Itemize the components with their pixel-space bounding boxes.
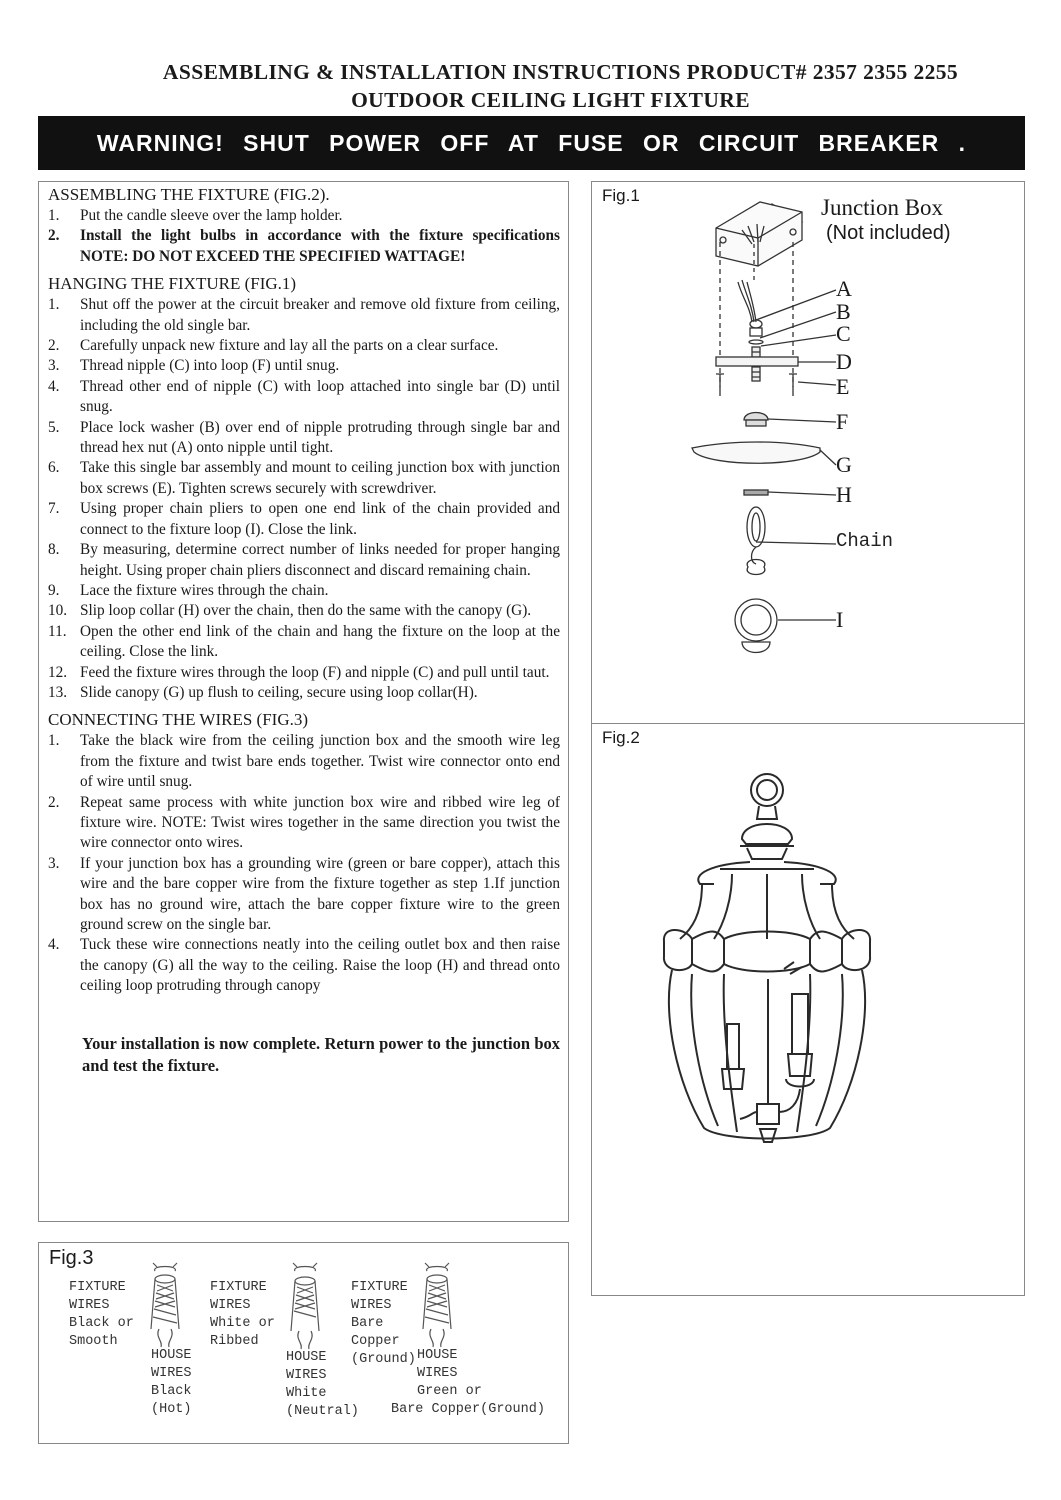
fig2-panel — [591, 723, 1025, 1296]
text-line: WIRES — [210, 1298, 251, 1313]
step-number: 1. — [48, 207, 60, 224]
fig2-lantern-drawing — [592, 724, 1026, 1297]
hanging-steps — [48, 295, 560, 703]
step-text: By measuring, determine correct number of links needed for proper hanging height. Using proper chain pliers disconnect and discard remaining chain. — [80, 541, 560, 579]
wire-connector-icon — [151, 1263, 179, 1347]
list-item — [48, 336, 560, 356]
step-text: Install the light bulbs in accordance with the fixture specifications NOTE: DO NOT EXCEED THE SPECIFIED WATTAGE! — [80, 227, 560, 265]
wire-connector-icon — [291, 1263, 319, 1349]
step-number: 2. — [48, 227, 60, 245]
text-line: Copper — [351, 1334, 400, 1349]
step-number: 3. — [48, 854, 60, 872]
step-text: Carefully unpack new fixture and lay all the parts on a clear surface. — [80, 337, 499, 355]
part-label-i: I — [836, 607, 844, 632]
text-line: (Neutral) — [286, 1404, 359, 1419]
warning-banner: WARNING! SHUT POWER OFF AT FUSE OR CIRCUIT BREAKER . — [38, 116, 1025, 170]
list-item — [48, 622, 560, 663]
step-number: 11. — [48, 622, 67, 640]
text-line: HOUSE — [417, 1348, 458, 1363]
document-subtitle: OUTDOOR CEILING LIGHT FIXTURE — [351, 88, 750, 112]
text-line: Black or — [69, 1316, 134, 1331]
step-text: Thread nipple (C) into loop (F) until snug. — [80, 357, 340, 375]
part-label-g: G — [836, 452, 852, 477]
list-item — [48, 793, 560, 854]
step-text: Take the black wire from the ceiling junction box and the smooth wire leg from the fixture and twist bare ends together. Twist wire connector onto end of wire until snug. — [80, 732, 560, 791]
text-line: Black — [151, 1384, 192, 1399]
step-text: Put the candle sleeve over the lamp holder. — [80, 207, 343, 224]
step-text: Slip loop collar (H) over the chain, then do the same with the canopy (G). — [80, 602, 532, 620]
fig1-label: Fig.1 — [602, 186, 640, 205]
text-line: FIXTURE — [69, 1280, 126, 1295]
part-label-e: E — [836, 374, 850, 399]
text-line: FIXTURE — [351, 1280, 408, 1295]
fig2-label: Fig.2 — [602, 728, 640, 747]
text-line: (Ground) — [351, 1352, 416, 1367]
text-line: White or — [210, 1316, 275, 1331]
list-item — [48, 226, 560, 267]
not-included-label: (Not included) — [826, 222, 951, 244]
text-line: HOUSE — [286, 1350, 327, 1365]
step-text: Lace the fixture wires through the chain. — [80, 581, 329, 599]
list-item — [48, 854, 560, 936]
step-text: Open the other end link of the chain and hang the fixture on the loop at the ceiling. Close the link. — [80, 622, 560, 661]
part-label-d: D — [836, 349, 852, 374]
assembling-steps — [48, 206, 560, 267]
list-item — [48, 499, 560, 540]
fig1-exploded-diagram — [592, 182, 1026, 725]
step-text: Place lock washer (B) over end of nipple protruding through single bar and thread hex nut (A) onto nipple until tight. — [80, 418, 560, 457]
step-text: Slide canopy (G) up flush to ceiling, secure using loop collar(H). — [80, 683, 478, 701]
step-text: Shut off the power at the circuit breaker and remove old fixture from ceiling, including the old single bar. — [80, 296, 560, 334]
text-line: (Hot) — [151, 1402, 192, 1417]
step-text: Tuck these wire connections neatly into the ceiling outlet box and then raise the canopy (G) all the way to the ceiling. Raise the loop (H) and thread onto ceiling loop protruding through canopy — [80, 936, 560, 995]
step-number: 12. — [48, 663, 68, 681]
list-item — [48, 458, 560, 499]
list-item — [48, 683, 560, 703]
step-number: 6. — [48, 459, 60, 477]
list-item — [48, 377, 560, 418]
text-line: Green or — [417, 1384, 482, 1399]
part-label-a: A — [836, 276, 852, 301]
list-item — [48, 206, 560, 226]
part-label-c: C — [836, 321, 851, 346]
part-label-f: F — [836, 409, 849, 434]
text-line: WIRES — [69, 1298, 110, 1313]
list-item — [48, 601, 560, 621]
text-line: FIXTURE — [210, 1280, 267, 1295]
text-line: WIRES — [417, 1366, 458, 1381]
text-line: Bare Copper(Ground) — [391, 1402, 545, 1417]
list-item — [48, 540, 560, 581]
list-item — [48, 663, 560, 683]
hanging-heading: HANGING THE FIXTURE (FIG.1) — [48, 274, 297, 294]
text-line: Smooth — [69, 1334, 118, 1349]
list-item — [48, 935, 560, 996]
part-label-b: B — [836, 299, 851, 324]
step-number: 9. — [48, 581, 60, 599]
instructions-content — [48, 184, 560, 1077]
document-title: ASSEMBLING & INSTALLATION INSTRUCTIONS PRODUCT# 2357 2355 2255 — [162, 60, 959, 84]
step-text: Using proper chain pliers to open one end link of the chain provided and connect to the fixture loop (I). Close the link. — [80, 500, 560, 538]
text-line: White — [286, 1386, 327, 1401]
step-number: 10. — [48, 602, 68, 620]
list-item — [48, 581, 560, 601]
assembling-heading: ASSEMBLING THE FIXTURE (FIG.2). — [48, 185, 330, 204]
list-item — [48, 731, 560, 792]
step-number: 5. — [48, 418, 60, 436]
step-text: Thread other end of nipple (C) with loop attached into single bar (D) until snug. — [80, 377, 560, 416]
step-number: 4. — [48, 936, 60, 954]
fig3-label: Fig.3 — [49, 1247, 94, 1269]
step-number: 1. — [48, 732, 60, 750]
fig3-panel — [38, 1242, 569, 1444]
part-label-h: H — [836, 482, 852, 507]
text-line: Bare — [351, 1316, 384, 1331]
text-line: Ribbed — [210, 1334, 259, 1349]
wire-connector-diagrams — [39, 1243, 570, 1445]
connecting-steps — [48, 731, 560, 996]
text-line: WIRES — [151, 1366, 192, 1381]
step-number: 1. — [48, 296, 60, 314]
wire-connector-icon — [423, 1263, 451, 1347]
step-text: Take this single bar assembly and mount to ceiling junction box with junction box screws (E). Tighten screws securely with screwdriver. — [80, 459, 560, 497]
list-item — [48, 295, 560, 336]
text-line: WIRES — [351, 1298, 392, 1313]
text-line: HOUSE — [151, 1348, 192, 1363]
step-number: 2. — [48, 793, 60, 811]
step-text: If your junction box has a grounding wire (green or bare copper), attach this wire and the bare copper wire from the fixture together as step 1.If junction box has no ground wire, attach the bare copper fixture wire to the green ground screw on the single bar. — [80, 854, 560, 933]
step-number: 2. — [48, 337, 60, 355]
junction-box-label: Junction Box — [821, 195, 944, 220]
step-text: Feed the fixture wires through the loop (F) and nipple (C) and pull until taut. — [80, 663, 550, 681]
part-label-chain: Chain — [836, 530, 894, 552]
completion-note: Your installation is now complete. Return power to the junction box and test the fixture. — [82, 1033, 560, 1075]
connecting-heading: CONNECTING THE WIRES (FIG.3) — [48, 710, 309, 730]
step-number: 8. — [48, 541, 60, 559]
step-text: Repeat same process with white junction box wire and ribbed wire leg of fixture wire. NOTE: Twist wires together in the same direction you twist the wire connector onto wires. — [80, 793, 560, 852]
step-number: 7. — [48, 500, 60, 518]
step-number: 13. — [48, 683, 68, 701]
fig1-panel — [591, 181, 1025, 724]
step-number: 4. — [48, 377, 60, 395]
list-item — [48, 356, 560, 376]
list-item — [48, 418, 560, 459]
step-number: 3. — [48, 357, 60, 375]
text-line: WIRES — [286, 1368, 327, 1383]
